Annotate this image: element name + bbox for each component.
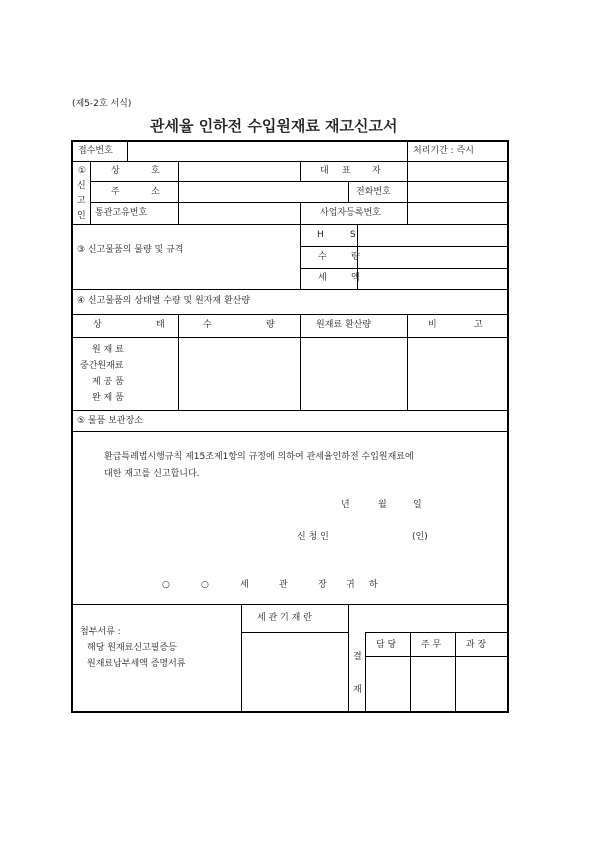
approval-label-1: 결 bbox=[353, 652, 362, 662]
form-number: (제5-2호 서식) bbox=[72, 99, 132, 109]
date-day: 일 bbox=[413, 500, 422, 510]
applicant-group-char-2: 고 bbox=[77, 196, 86, 206]
customs-id-label: 통관고유번호 bbox=[95, 208, 148, 218]
attachment-1: 해당 원재료신고필증등 bbox=[87, 643, 177, 653]
state-row-finished: 완 제 품 bbox=[92, 393, 124, 403]
state-conversion-field[interactable] bbox=[301, 338, 407, 410]
applicant-group-char-1: 신 bbox=[77, 181, 86, 191]
date-month: 월 bbox=[378, 500, 387, 510]
receipt-no-label: 접수번호 bbox=[78, 146, 113, 156]
customs-id-field[interactable] bbox=[179, 203, 300, 224]
phone-field[interactable] bbox=[408, 182, 507, 202]
state-note-field[interactable] bbox=[408, 338, 507, 410]
approval-box-clerk[interactable] bbox=[366, 657, 410, 711]
approver-director: 과 장 bbox=[466, 640, 487, 650]
phone-label: 전화번호 bbox=[356, 187, 391, 197]
attachment-2: 원재료납부세액 증명서류 bbox=[87, 659, 186, 669]
state-row-wip: 제 공 품 bbox=[92, 377, 124, 387]
date-year: 년 bbox=[341, 500, 350, 510]
receipt-no-field[interactable] bbox=[128, 142, 407, 161]
seal-label: (인) bbox=[412, 532, 428, 542]
applicant-group-char-3: 인 bbox=[77, 211, 86, 221]
representative-field[interactable] bbox=[408, 162, 507, 181]
approval-box-director[interactable] bbox=[456, 657, 507, 711]
goods-spec-field[interactable] bbox=[73, 258, 300, 289]
declaration-line-1: 환급특례법시행규칙 제15조제1항의 규정에 의하여 관세율인하전 수입원재료에 bbox=[104, 452, 414, 462]
applicant-signature-label: 신 청 인 bbox=[297, 532, 329, 542]
hs-field[interactable] bbox=[358, 225, 507, 246]
approval-label-2: 재 bbox=[353, 685, 362, 695]
state-quantity-field[interactable] bbox=[179, 338, 300, 410]
address-field[interactable] bbox=[179, 182, 348, 202]
page-title: 관세율 인하전 수입원재료 재고신고서 bbox=[150, 117, 398, 135]
storage-section-label: ⑤ 물품 보관장소 bbox=[77, 416, 143, 426]
business-reg-field[interactable] bbox=[408, 203, 507, 224]
business-reg-label: 사업자등록번호 bbox=[320, 208, 381, 218]
state-row-raw: 원 재 료 bbox=[92, 345, 124, 355]
attachments-label: 첨부서류 : bbox=[80, 627, 121, 637]
customs-entry-label: 세 관 기 재 란 bbox=[257, 613, 312, 623]
approval-box-chief[interactable] bbox=[411, 657, 455, 711]
quantity-field[interactable] bbox=[358, 247, 507, 268]
customs-entry-field[interactable] bbox=[242, 633, 348, 711]
state-section-label: ④ 신고물품의 상태별 수량 및 원자재 환산량 bbox=[77, 296, 251, 306]
col-conversion-header: 원재료 환산량 bbox=[316, 320, 372, 330]
processing-period-label: 처리기간 : 즉시 bbox=[413, 146, 474, 156]
trade-name-field[interactable] bbox=[179, 162, 300, 181]
approver-chief: 주 무 bbox=[421, 640, 442, 650]
declaration-line-2: 대한 재고를 신고합니다. bbox=[104, 469, 200, 479]
goods-section-label: ③ 신고물품의 물량 및 규격 bbox=[77, 245, 184, 255]
tax-amount-field[interactable] bbox=[358, 269, 507, 289]
state-row-intermediate: 중간원재료 bbox=[80, 361, 124, 371]
applicant-group-number: ① bbox=[78, 166, 87, 176]
approver-clerk: 담 당 bbox=[376, 640, 397, 650]
